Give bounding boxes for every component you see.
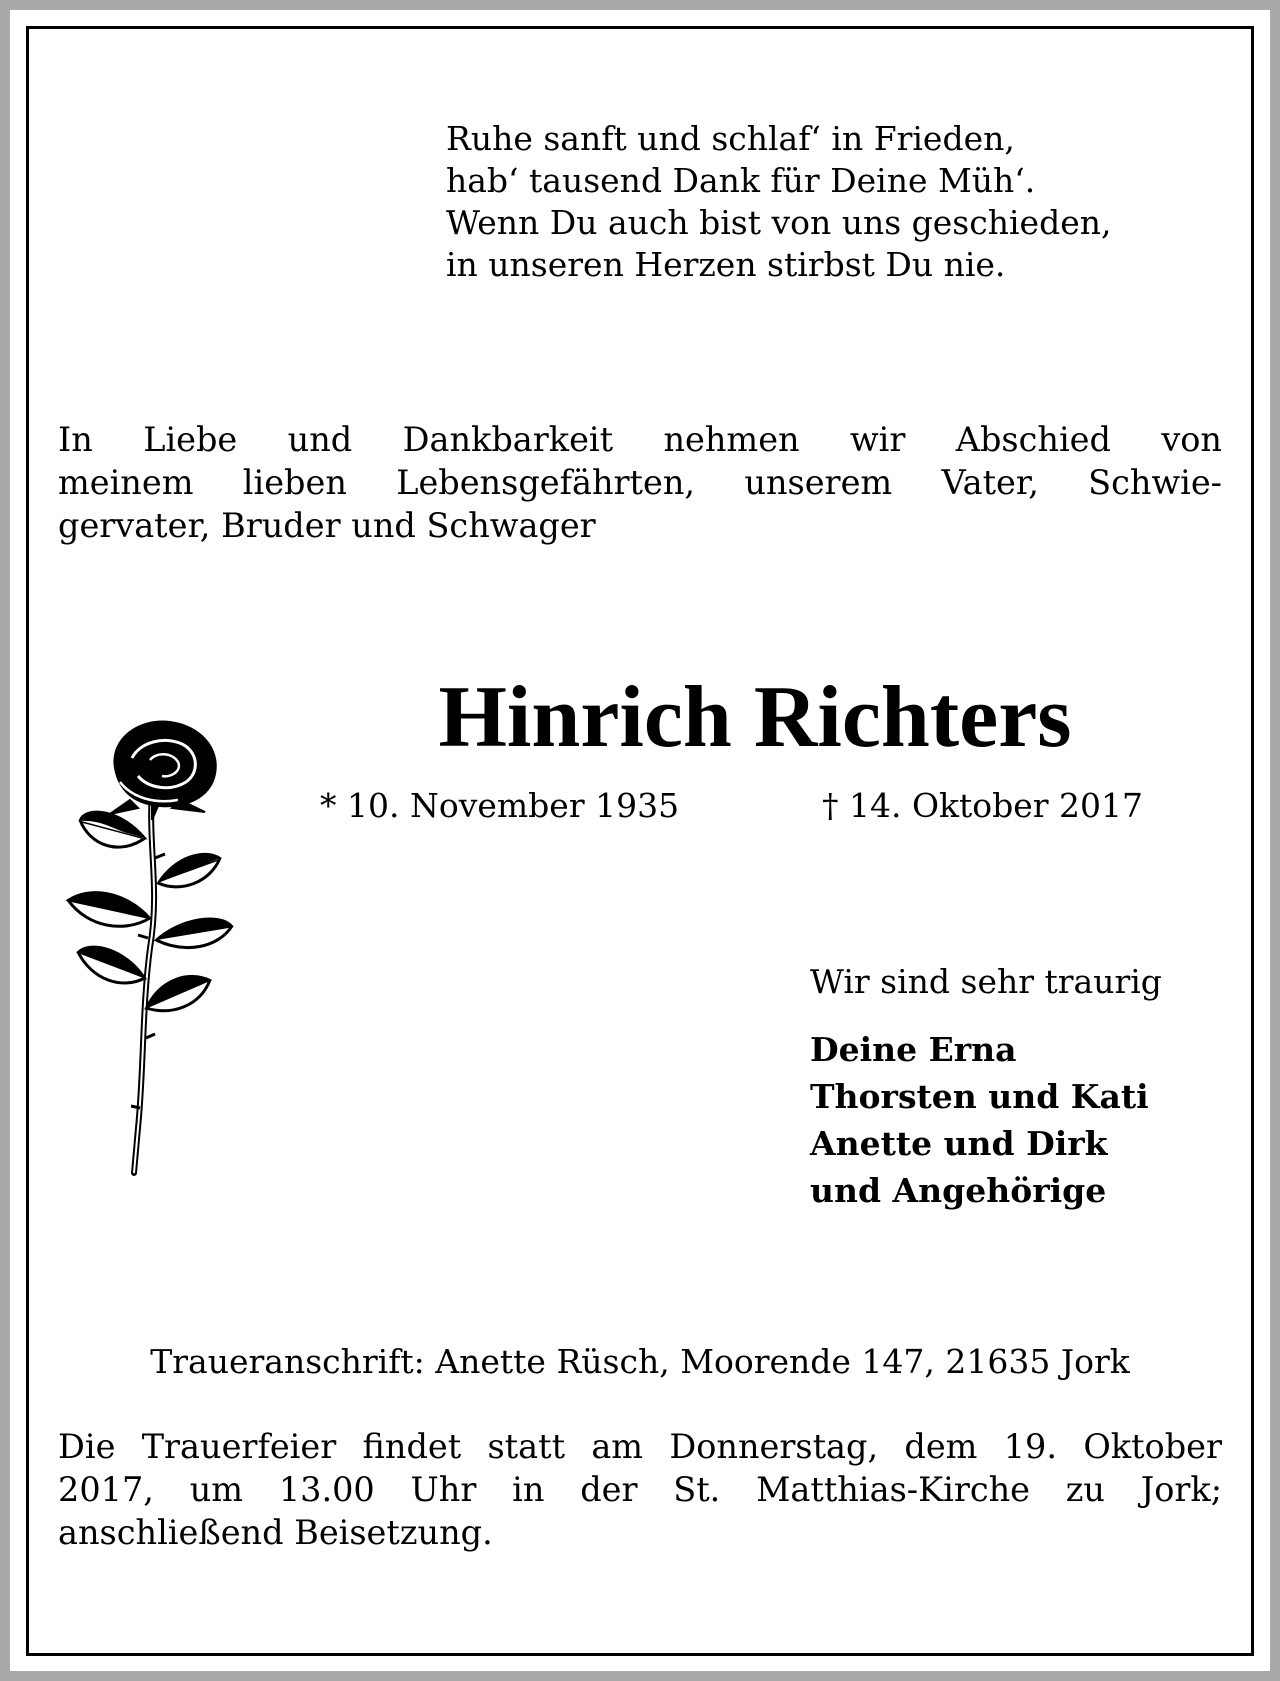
deceased-name: Hinrich Richters (438, 669, 1072, 766)
mourning-sentiment: Wir sind sehr traurig (810, 962, 1162, 1001)
intro-line: gervater, Bruder und Schwager (58, 506, 596, 545)
poem-line: in unseren Herzen stirbst Du nie. (446, 245, 1006, 284)
mourner-name: und Angehörige (810, 1171, 1107, 1210)
memorial-poem (446, 118, 1111, 286)
birth-date: * 10. November 1935 (320, 786, 680, 825)
death-date: † 14. Oktober 2017 (822, 786, 1144, 825)
mourning-address: Traueranschrift: Anette Rüsch, Moorende 147, 21635 Jork (150, 1342, 1130, 1381)
intro-line: meinem lieben Lebensgefährten, unserem Vater, Schwie- (58, 463, 1222, 502)
mourner-name: Anette und Dirk (810, 1124, 1108, 1163)
rose-icon (60, 708, 240, 1183)
poem-line: Ruhe sanft und schlaf‘ in Frieden, (446, 119, 1015, 158)
funeral-service-info (58, 1425, 1222, 1554)
service-line: Die Trauerfeier findet statt am Donnerstag, dem 19. Oktober (58, 1427, 1222, 1466)
poem-line: Wenn Du auch bist von uns geschieden, (446, 203, 1112, 242)
service-line: anschließend Beisetzung. (58, 1513, 493, 1552)
intro-line: In Liebe und Dankbarkeit nehmen wir Abschied von (58, 420, 1222, 459)
service-line: 2017, um 13.00 Uhr in der St. Matthias-Kirche zu Jork; (58, 1470, 1222, 1509)
poem-line: hab‘ tausend Dank für Deine Müh‘. (446, 161, 1036, 200)
mourners-list (810, 1026, 1149, 1214)
farewell-intro (58, 418, 1222, 547)
mourner-name: Thorsten und Kati (810, 1077, 1149, 1116)
mourner-name: Deine Erna (810, 1030, 1017, 1069)
